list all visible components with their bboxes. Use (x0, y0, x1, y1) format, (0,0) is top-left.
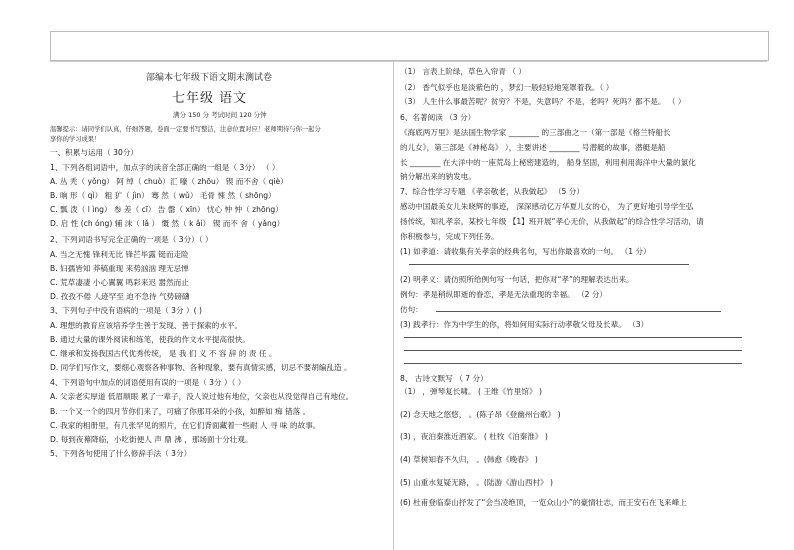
question-line: A. 当之无愧 锋利无比 锋芒毕露 铤而走险 (50, 250, 189, 259)
exam-title: 部编本七年级下语文期末测试卷 (146, 73, 273, 83)
question-line: 你积极参与，完成下列任务。 (400, 232, 499, 241)
question-line: C. 荒草凄凄 小心翼翼 鸣彩来迟 嚣然而止 (50, 278, 189, 287)
question-line: A. 丛 秃（ yǒng） 阿 绰（ chuò）汇 嚎（ zhōu） 锲 而不舍（ qiè） (50, 177, 288, 186)
question-line: (1) 如孝道：请收集有关孝亲的经典名句，写出你最喜欢的一句。 （1 分） (400, 247, 651, 256)
notice-line: 享你的学习成果！ (50, 136, 101, 143)
score-info: 满分 150 分 考试时间 120 分钟 (173, 111, 267, 119)
question-line: 6、名著阅读 （3 分） (400, 113, 476, 122)
question-line: C. 瓢 泼（ l ìng） 参 差（ cī） 告 罄（ xīn） 忧心 忡 忡（ zhōng） (50, 205, 283, 214)
question-line: 例句：孝是稍纵即逝的眷恋，孝是无法重现的幸福。 （2 分） (400, 290, 608, 299)
question-line: 仿句： (400, 305, 423, 314)
question-line: 一、积累与运用（ 30分） (50, 148, 139, 157)
notice-line: 温馨提示：请同学们认真，仔细答题，卷面一定要书写整洁，注意位置对应！老师期待与你一起分 (50, 126, 321, 133)
question-line: （1） ，弹琴复长啸。 ( 王维《竹里馆》 ) (400, 387, 542, 396)
question-line: (3) 践孝行：作为中学生的你，将如何用实际行动孝敬父母及长辈。 （3） (400, 320, 649, 329)
question-line: (5) 山重水复疑无路， 。(陆游《游山西村》 ) (400, 478, 554, 487)
header-box (50, 31, 769, 61)
answer-line (436, 311, 721, 312)
question-line: (3) ，夜泊秦淮近酒家。 ( 杜牧《泊秦淮》 ) (400, 432, 548, 441)
question-line: 5、下列各句使用了什么修辞手法（ 3分） (50, 449, 192, 458)
question-line: 2、下列词语书写完全正确的一项是（ 3分）（ ） (50, 235, 213, 244)
question-line: 8、 古诗文默写 （ 7 分） (400, 374, 488, 383)
question-line: B. 妇孺皆知 莽稿重现 来势汹汹 理无忌惮 (50, 264, 189, 273)
question-line: （3） 人生什么事最苦呢？贫穷？不是，失意吗？不是，老吗？死吗？都不是。 （ ） (400, 97, 686, 106)
question-line: D. 孜孜不倦 人迹罕至 迫不急待 气势磅礴 (50, 292, 190, 301)
question-line: D. 同学们写作文，要细心观察各种事物、各种现象，要有真情实感，切忌不要胡编乱造 。 (50, 363, 352, 372)
question-line: B. 一个又一个的四月节你们来了，可痛了你那耳朵的小孩，如醉如 痴 错落 。 (50, 407, 311, 416)
answer-line (409, 264, 689, 265)
question-line: 3、下列句子中没有语病的一项是（ 3分 ）( ) (50, 306, 202, 315)
question-line: 钠分解出来的钠发电。 (400, 172, 476, 181)
question-line: （2） 香气似乎也是淡紫色的 ，梦幻一般轻轻地笼罩着我。（ ） (400, 83, 614, 92)
question-line: C. 继承和发扬我国古代优秀传统， 是 我 们 义 不 容 辞 的 责 任 。 (50, 349, 277, 358)
question-line: 1、下列各组词语中，加点字的读音全部正确的一组是（ 3分） （ ） (50, 163, 280, 172)
question-line: A. 理想的教育应该培养学生善于发现、善于探索的水平。 (50, 321, 243, 330)
question-line: C. 我家的相册里，有几张罕见的照片，在它们背面藏着一些耐 人 寻 味 的故事。 (50, 421, 321, 430)
question-line: 7、综合性学习专题 《孝亲敬老，从我做起》 （5 分） (400, 187, 584, 196)
question-line: （1） 言表上阶绿，草色入帘青 （ ） (400, 67, 526, 76)
subject-title: 七年级 语文 (172, 91, 248, 106)
question-line: D. 启 性 (ch óng) 辅 沫（ lǎ ） 慨 然（ k ǎi） 锲 而不 舍（ yǎng） (50, 219, 285, 228)
column-divider (393, 62, 394, 550)
question-line: B. 通过大量的课外阅读和练笔，使我的作文水平提高很快。 (50, 335, 250, 344)
question-line: 感动中国最美女儿朱晓辉的事迹， 深深感动亿万华夏儿女的心， 为了更好地引导学生弘 (400, 202, 694, 211)
answer-line (404, 337, 742, 338)
question-line: 的儿女》，第三部是《神秘岛》 ），主要讲述 ________ 号潜艇的故事，潜艇是船 (400, 143, 666, 152)
question-line: (2) 念天地之悠悠， 。(陈子昂《登幽州台歌》 ) (400, 410, 561, 419)
answer-line (404, 363, 742, 364)
question-line: 4、下列语句中加点的词语使用有误的一项是（ 3分 ）（ ） (50, 378, 246, 387)
header-rule (50, 61, 767, 62)
question-line: 《海底两万里》是法国生物学家 ________ 的三部曲之一（第一部是《格兰特船长 (400, 128, 671, 137)
question-line: (6) 杜甫登临泰山抒发了“会当凌绝顶，一览众山小”的豪情壮志，而王安石在飞来峰上 (400, 498, 687, 507)
question-line: B. 晌 形（ qì） 粗 犷（ jìn） 骞 然（ wǔ） 毛骨 悚 然（ shōng） (50, 191, 276, 200)
question-line: (4) 草树知春不久归， 。(韩愈《晚春》 ) (400, 455, 538, 464)
question-line: (2) 明孝义：请仿照所给例句写一句话，把你对“孝”的理解表达出来。 (400, 275, 634, 284)
answer-line (404, 350, 742, 351)
question-line: 长 ________ 在大洋中的一座荒岛上秘密建造的， 船身坚固，利用利用海洋中大量的氯化 (400, 158, 696, 167)
question-line: A. 父亲老实厚道 低眉顺眼 累了一辈子，没人说过他有地位，父亲也从没觉得自己有地位。 (50, 392, 354, 401)
question-line: 扬传统，知礼孝亲，某校七年级 【1】班开展“孝心无价，从我做起”的综合性学习活动，请 (400, 217, 704, 226)
question-line: D. 每到夜幕降临，小吃街便人 声 鼎 沸 ，那场面十分壮观。 (50, 435, 253, 444)
